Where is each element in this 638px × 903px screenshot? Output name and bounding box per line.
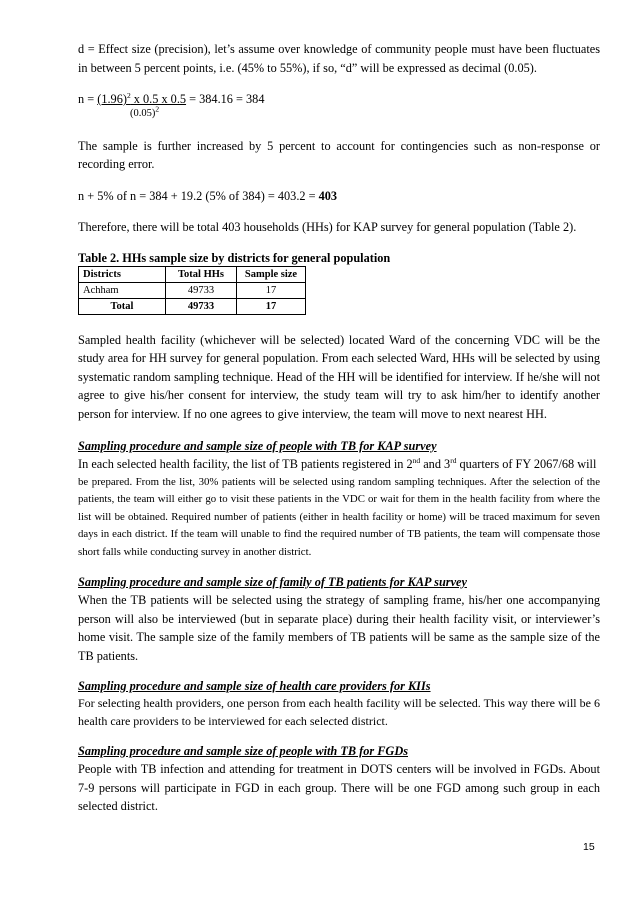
cell-sample-size: 17 (237, 282, 306, 298)
cell-total-hhs-sum: 49733 (166, 298, 237, 314)
family-kap-body: When the TB patients will be selected using the strategy of sampling frame, his/her one accompanying person will also be interviewed (but in separate place) during their health facility visit, or interviewer’s home visit. The sample size of the family members of TB patients will be same as the sample size of the TB patients. (78, 593, 600, 663)
page-number: 15 (583, 841, 595, 853)
document-page (78, 40, 600, 816)
tb-kap-first-line: In each selected health facility, the list of TB patients registered in 2nd and 3rd quarters of FY 2067/68 will (78, 455, 597, 471)
formula-prefix: n = (78, 92, 98, 106)
cell-total-hhs: 49733 (166, 282, 237, 298)
cell-district: Achham (79, 282, 166, 298)
sampled-facility-paragraph: Sampled health facility (whichever will be selected) located Ward of the concerning VDC will be the study area for HH survey for general population. From each selected Ward, HHs will be selected by using systematic random sampling technique. Head of the HH will be identified for interview. If he/she will not agree to give his/her consent for interview, the study team will try to ask him/her to identify another person for interview. If no one agrees to give interview, the team will move to next nearest HH. (78, 332, 600, 421)
heading-kii: Sampling procedure and sample size of health care providers for KIIs (78, 679, 431, 693)
table-caption: Table 2. HHs sample size by districts for general population (78, 250, 391, 265)
increase-paragraph: The sample is further increased by 5 percent to account for contingencies such as non-response or recording error. (78, 138, 600, 171)
tb-kap-body: be prepared. From the list, 30% patients will be selected using random sampling techniques. After the selection of the patients, the team will either go to visit these patients in the VDC or wait for them in the health facility from where the list will be obtained. Required number of patients (either in health facility or home) will be traced maximum for seven days in each district. If the team will unable to find the required number of TB patients, the team will compensate those short falls while conducting survey in another district. (78, 475, 600, 558)
fgd-body: People with TB infection and attending for treatment in DOTS centers will be involved in FGDs. About 7-9 persons will participate in FGD in each group. There will be one FGD among such group in each selected district. (78, 762, 600, 813)
effect-size-paragraph: d = Effect size (precision), let’s assume over knowledge of community people must have been fluctuates in between 5 percent points, i.e. (45% to 55%), if so, “d” will be expressed as decimal (0.05). (78, 42, 600, 75)
table-row (79, 282, 306, 298)
heading-fgd: Sampling procedure and sample size of people with TB for FGDs (78, 744, 408, 758)
header-districts: Districts (79, 266, 166, 282)
cell-total-sample: 17 (237, 298, 306, 314)
calc-line: n + 5% of n = 384 + 19.2 (5% of 384) = 403.2 = 403 (78, 188, 338, 203)
table-total-row (79, 298, 306, 314)
kii-body: For selecting health providers, one person from each health facility will be selected. This way there will be 6 health care providers to be interviewed for each selected district. (78, 696, 600, 728)
therefore-paragraph: Therefore, there will be total 403 households (HHs) for KAP survey for general population (Table 2). (78, 220, 577, 234)
heading-tb-kap: Sampling procedure and sample size of people with TB for KAP survey (78, 439, 437, 453)
formula-result: = 384.16 = 384 (186, 92, 265, 106)
formula-denominator: $(0.05)^2$ (130, 104, 160, 119)
sample-size-table (78, 266, 306, 315)
cell-total-label: Total (79, 298, 166, 314)
header-total-hhs: Total HHs (166, 266, 237, 282)
heading-family-kap: Sampling procedure and sample size of family of TB patients for KAP survey (78, 575, 467, 589)
table-header-row (79, 266, 306, 282)
header-sample-size: Sample size (237, 266, 306, 282)
formula-numerator: $(1.96)^2$ x 0.5 x 0.5 (97, 90, 187, 106)
